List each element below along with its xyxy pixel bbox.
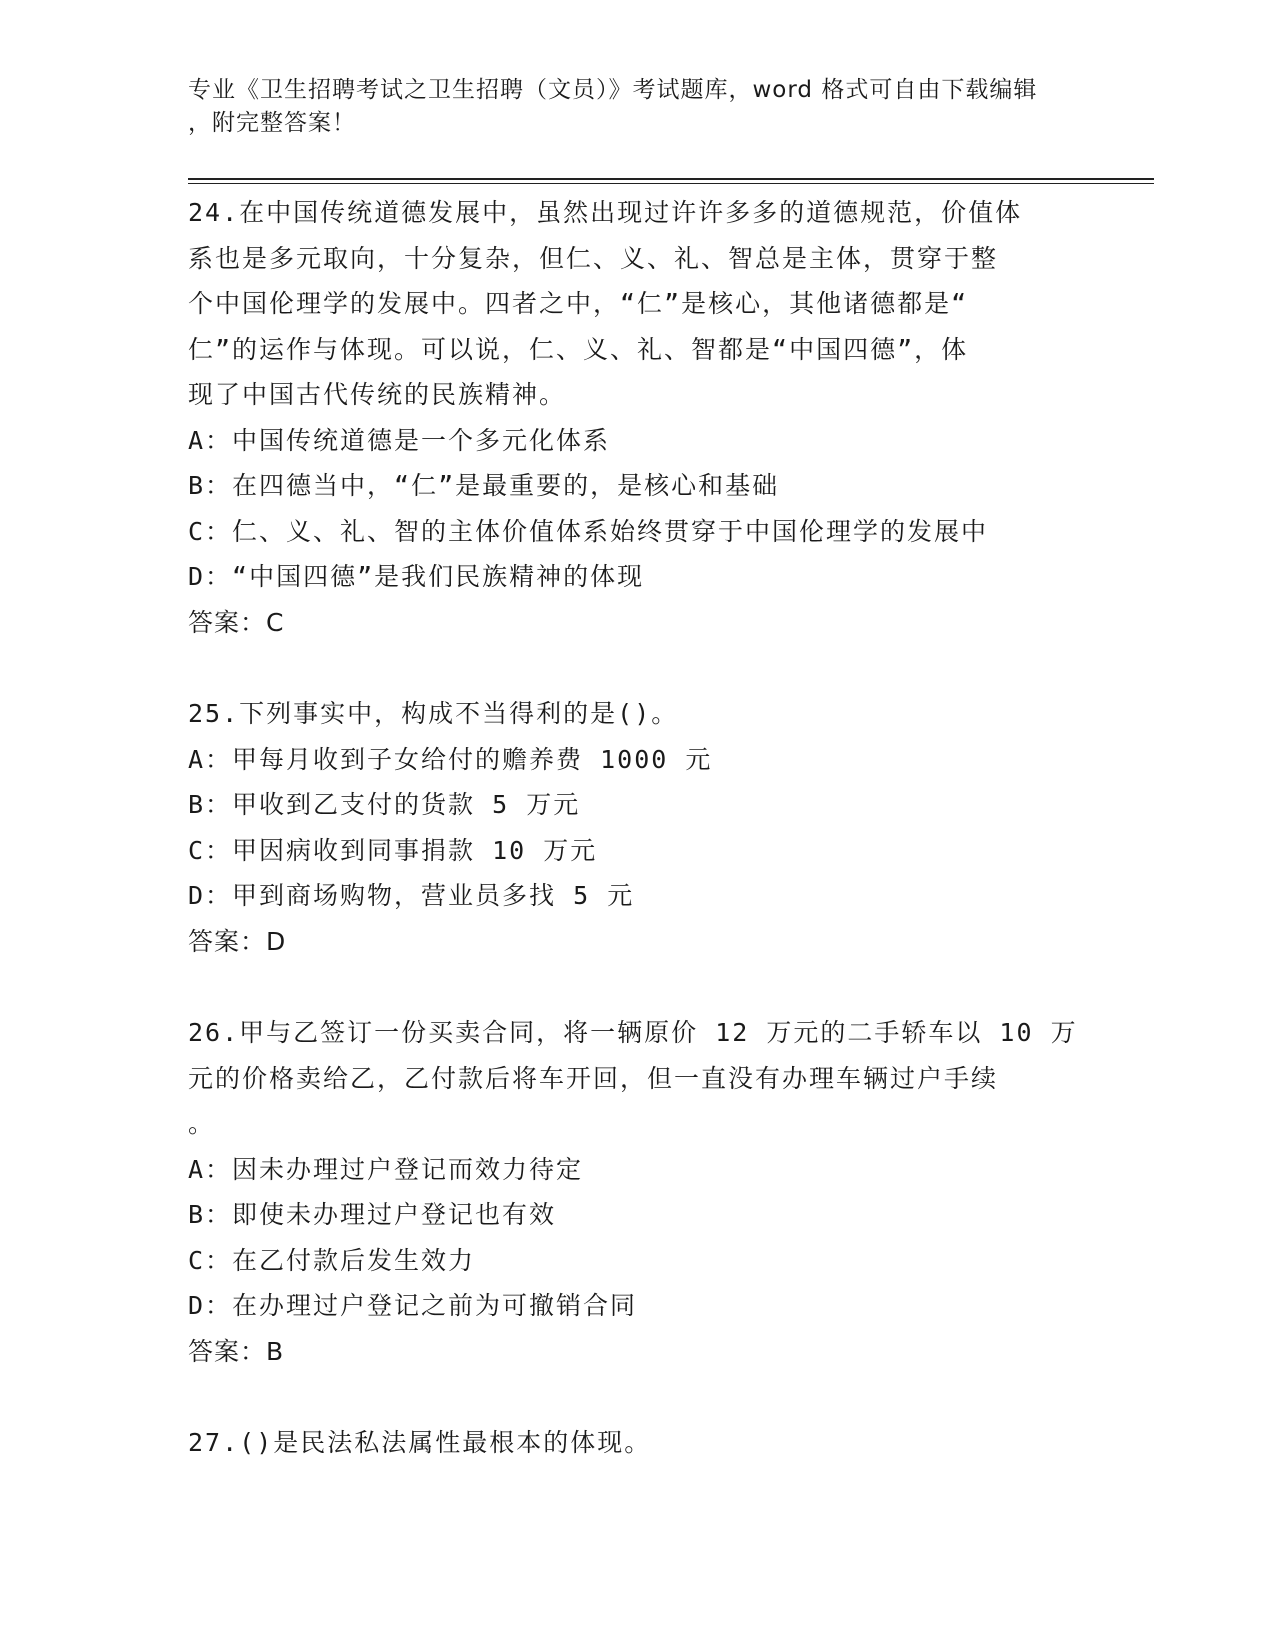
option-d: D：在办理过户登记之前为可撤销合同 xyxy=(188,1291,638,1320)
question-25 xyxy=(188,691,1078,964)
option-b: B：在四德当中，“仁”是最重要的，是核心和基础 xyxy=(188,471,780,500)
option-a: A：甲每月收到子女给付的赡养费 1000 元 xyxy=(188,744,713,774)
stem-line: 25.下列事实中，构成不当得利的是()。 xyxy=(188,699,679,728)
question-stem xyxy=(188,190,1078,418)
document-header xyxy=(188,74,1068,140)
stem-line: 26.甲与乙签订一份买卖合同，将一辆原价 12 万元的二手轿车以 10 万 xyxy=(188,1018,1078,1047)
question-24 xyxy=(188,190,1078,645)
option-c: C：仁、义、礼、智的主体价值体系始终贯穿于中国伦理学的发展中 xyxy=(188,516,989,546)
stem-line: 个中国伦理学的发展中。四者之中，“仁”是核心，其他诸德都是“ xyxy=(188,289,969,318)
question-stem xyxy=(188,1010,1078,1147)
option-d: D：“中国四德”是我们民族精神的体现 xyxy=(188,562,645,591)
option-c: C：在乙付款后发生效力 xyxy=(188,1245,476,1275)
stem-line: 。 xyxy=(188,1109,216,1138)
stem-line: 现了中国古代传统的民族精神。 xyxy=(188,380,567,409)
answer-text: 答案：B xyxy=(188,1336,285,1366)
header-divider-thick xyxy=(188,178,1154,180)
question-stem xyxy=(188,691,1078,737)
header-line-2: ，附完整答案！ xyxy=(188,110,356,136)
option-b: B：甲收到乙支付的货款 5 万元 xyxy=(188,790,581,819)
stem-line: 仁”的运作与体现。可以说，仁、义、礼、智都是“中国四德”，体 xyxy=(188,334,969,364)
option-b: B：即使未办理过户登记也有效 xyxy=(188,1200,557,1229)
answer-text: 答案：C xyxy=(188,607,285,637)
stem-line: 27.()是民法私法属性最根本的体现。 xyxy=(188,1428,652,1457)
option-c: C：甲因病收到同事捐款 10 万元 xyxy=(188,835,598,865)
option-a: A：中国传统道德是一个多元化体系 xyxy=(188,425,611,455)
header-divider-thin xyxy=(188,183,1154,184)
answer-text: 答案：D xyxy=(188,926,287,956)
stem-line: 24.在中国传统道德发展中，虽然出现过许许多多的道德规范，价值体 xyxy=(188,198,1023,227)
option-a: A：因未办理过户登记而效力待定 xyxy=(188,1154,584,1184)
question-27 xyxy=(188,1420,1078,1466)
question-26 xyxy=(188,1010,1078,1374)
question-list xyxy=(188,190,1078,1512)
question-stem xyxy=(188,1420,1078,1466)
header-line-1: 专业《卫生招聘考试之卫生招聘（文员）》考试题库，word 格式可自由下载编辑 xyxy=(188,77,1038,103)
stem-line: 元的价格卖给乙，乙付款后将车开回，但一直没有办理车辆过户手续 xyxy=(188,1063,999,1093)
option-d: D：甲到商场购物，营业员多找 5 元 xyxy=(188,881,635,910)
stem-line: 系也是多元取向，十分复杂，但仁、义、礼、智总是主体，贯穿于整 xyxy=(188,243,999,273)
